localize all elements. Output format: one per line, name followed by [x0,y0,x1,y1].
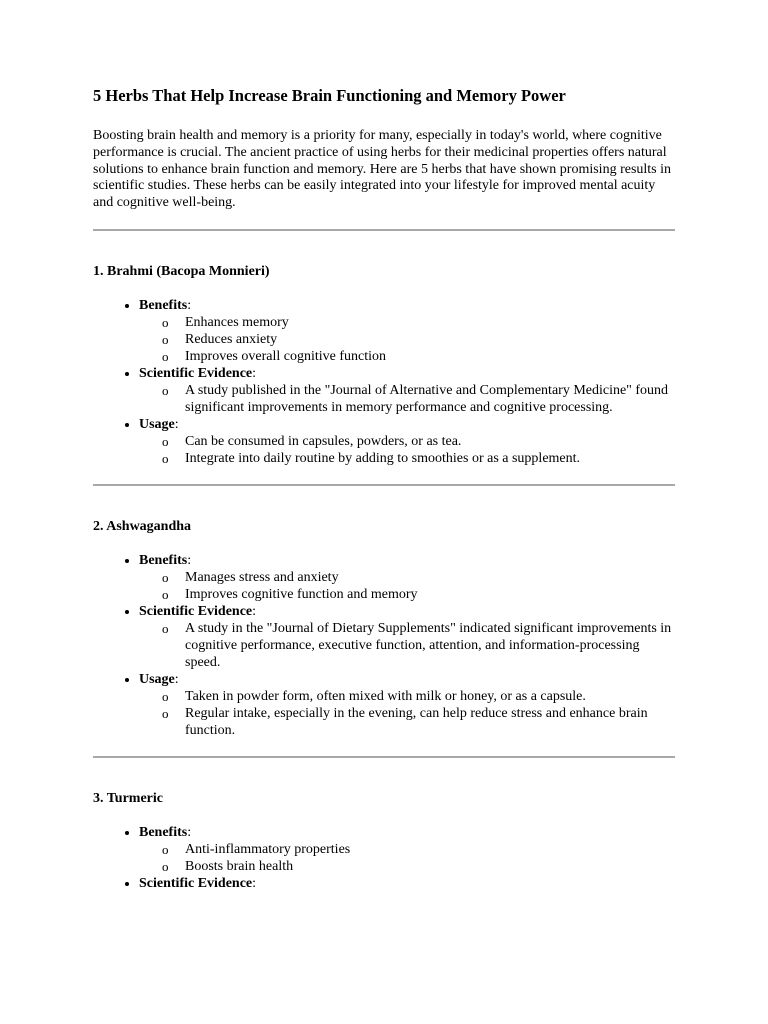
intro-paragraph: Boosting brain health and memory is a priority for many, especially in today's world, where cognitive performance is crucial. The ancient practice of using herbs for their medicinal properties offers natural solutions to enhance brain function and memory. Here are 5 herbs that have shown promising results in scientific studies. These herbs can be easily integrated into your lifestyle for improved mental acuity and cognitive well-being. [93,128,672,211]
document-page [93,84,675,909]
group-item [139,297,675,365]
section-title: 1. Brahmi (Bacopa Monnieri) [93,263,270,279]
sub-list-item: o Manages stress and anxiety [185,569,675,586]
section-divider [93,484,675,486]
group-label: Benefits [139,297,188,313]
group-label: Scientific Evidence [139,875,253,891]
section-title: 2. Ashwagandha [93,518,192,534]
sub-list-item: o Anti-inflammatory properties [185,841,675,858]
group-label-colon: : [252,365,257,381]
group-label: Benefits [139,824,188,840]
group-item [139,603,675,671]
sub-list-item: o Improves overall cognitive function [185,348,675,365]
section-divider [93,229,675,231]
group-label-colon: : [187,297,192,313]
group-item [139,552,675,603]
sub-list-item: o Integrate into daily routine by adding to smoothies or as a supplement. [185,450,675,467]
sub-list [139,433,675,467]
group-item [139,824,675,875]
group-label-colon: : [174,416,179,432]
sub-list-item: o Regular intake, especially in the evening, can help reduce stress and enhance brain function. [185,705,675,739]
group-label: Benefits [139,552,188,568]
sub-list-item: o Reduces anxiety [185,331,675,348]
section-divider [93,756,675,758]
sub-list [139,688,675,739]
document-title: 5 Herbs That Help Increase Brain Functioning and Memory Power [93,86,566,105]
sub-list [139,314,675,365]
sub-list-item: o A study published in the "Journal of Alternative and Complementary Medicine" found significant improvements in memory performance and cognitive processing. [185,382,675,416]
group-label: Usage [139,416,175,432]
group-item [139,671,675,739]
sections-container [93,229,675,892]
sub-list-item: o A study in the "Journal of Dietary Supplements" indicated significant improvements in cognitive performance, executive function, attention, and information-processing speed. [185,620,675,671]
group-item [139,875,675,892]
sub-list [139,620,675,671]
section-list [93,552,675,739]
group-label: Scientific Evidence [139,603,253,619]
group-label: Scientific Evidence [139,365,253,381]
section-list [93,824,675,892]
group-label: Usage [139,671,175,687]
group-label-colon: : [187,552,192,568]
sub-list-item: o Boosts brain health [185,858,675,875]
sub-list [139,841,675,875]
group-label-colon: : [252,603,257,619]
sub-list-item: o Improves cognitive function and memory [185,586,675,603]
group-label-colon: : [174,671,179,687]
sub-list-item: o Enhances memory [185,314,675,331]
section-list [93,297,675,467]
sub-list-item: o Can be consumed in capsules, powders, or as tea. [185,433,675,450]
group-label-colon: : [187,824,192,840]
sub-list-item: o Taken in powder form, often mixed with milk or honey, or as a capsule. [185,688,675,705]
group-item [139,416,675,467]
section-title: 3. Turmeric [93,790,163,806]
group-item [139,365,675,416]
sub-list [139,569,675,603]
sub-list [139,382,675,416]
group-label-colon: : [252,875,257,891]
